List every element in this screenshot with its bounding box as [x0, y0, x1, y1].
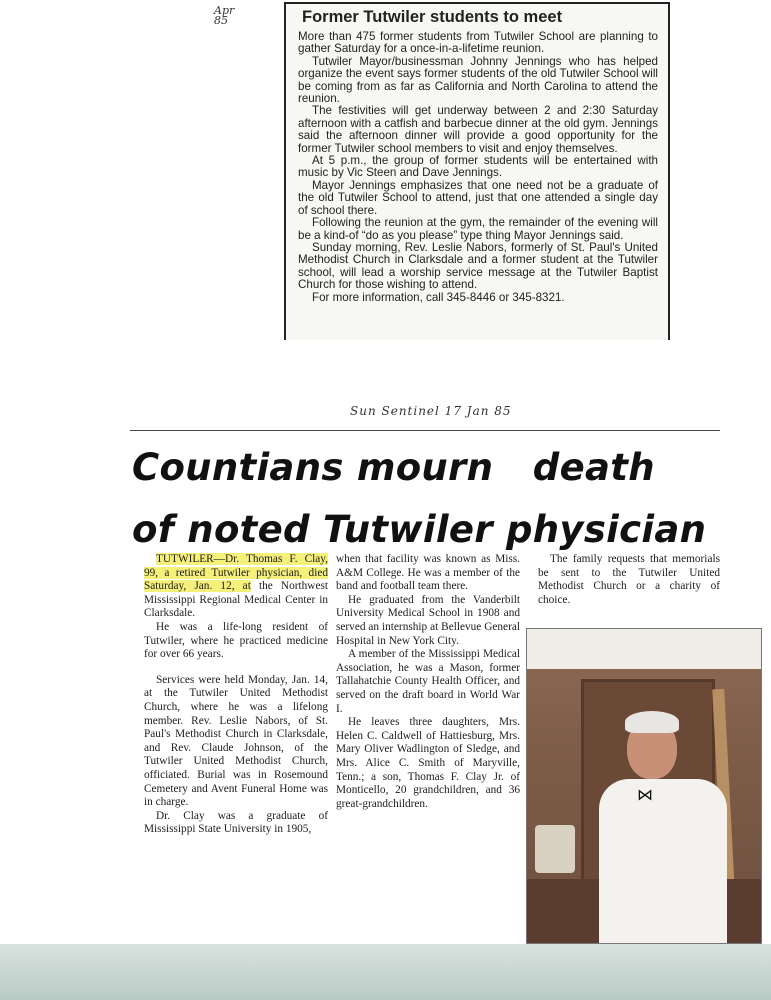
handwritten-date-note: Apr 85 [214, 4, 235, 27]
obituary-headline-line1: Countians mourn death [132, 446, 655, 489]
obituary-paragraph: A member of the Mississippi Medical Association, he was a Mason, former Tallahatchie County Health Officer, and served on the draft board in World War I. [336, 648, 520, 715]
reunion-headline: Former Tutwiler students to meet [302, 8, 563, 26]
reunion-paragraph: Mayor Jennings emphasizes that one need not be a graduate of the old Tutwiler School to attend, just that one attended a single day of school there. [298, 178, 658, 217]
obituary-column-1 [144, 553, 328, 837]
obituary-text: the Northwest Mississippi Regional Medical Center in Clarksdale. [144, 580, 328, 620]
bowtie-icon: ⋈ [637, 787, 653, 804]
obituary-paragraph: He was a life-long resident of Tutwiler, where he practiced medicine for over 66 years. [144, 620, 328, 661]
scan-footer-band [0, 944, 771, 1000]
obituary-paragraph: Dr. Clay was a graduate of Mississippi State University in 1905, [144, 809, 328, 836]
reunion-paragraph: For more information, call 345-8446 or 345-8321. [312, 290, 565, 304]
obituary-paragraph: The family requests that memorials be sent to the Tutwiler United Methodist Church or a charity of choice. [538, 553, 720, 606]
obituary-paragraph: Services were held Monday, Jan. 14, at the Tutwiler United Methodist Church, where he was a lifelong member. Rev. Leslie Nabors, of St. Paul's Methodist Church in Clarksdale, and Rev. Claude Johnson, of the Tutwiler United Methodist Church, officiated. Burial was in Rosemound Cemetery and Avent Funeral Home was in charge. [144, 673, 328, 809]
reunion-paragraph: More than 475 former students from Tutwiler School are planning to gather Saturday for a once-in-a-lifetime reunion. [298, 30, 658, 56]
obituary-paragraph [144, 553, 328, 621]
obituary-paragraph: He leaves three daughters, Mrs. Helen C. Caldwell of Hattiesburg, Mrs. Mary Oliver Wadlington of Sledge, and Mrs. Alice C. Smith of Maryville, Tenn.; a son, Thomas F. Clay Jr. of Monticello, 20 grandchildren, and 36 great-grandchildren. [336, 716, 520, 810]
reunion-paragraph: Sunday morning, Rev. Leslie Nabors, formerly of St. Paul's United Methodist Church in Clarksdale and a former student at the Tutwiler school, will lead a worship service message at the Tutwiler Baptist Church for those wishing to attend. [298, 240, 658, 292]
photo-man-hair [625, 711, 679, 733]
obituary-paragraph: He graduated from the Vanderbilt University Medical School in 1908 and served an internship at Bellevue General Hospital in New York City. [336, 593, 520, 647]
reunion-paragraph: Following the reunion at the gym, the remainder of the evening will be a kind-of “do as you please” type thing Mayor Jennings said. [298, 216, 658, 242]
obituary-paragraph: when that facility was known as Miss. A&M College. He was a member of the band and football team there. [336, 553, 520, 593]
reunion-paragraph: At 5 p.m., the group of former students will be entertained with music by Vic Steen and Dave Jennings. [298, 154, 658, 180]
photo-wall [527, 629, 761, 669]
portrait-photo [526, 628, 762, 944]
highlighted-text: TUTWILER—Dr. Thomas F. Clay, 99, a retired Tutwiler physician, died Saturday, Jan. 12, at [144, 553, 328, 593]
photo-bucket [535, 825, 575, 873]
reunion-paragraph: The festivities will get underway between 2 and 2:30 Saturday afternoon with a catfish and barbecue dinner at the old gym. Jennings said the afternoon dinner will provide a good opportunity for the former Tutwiler school members to visit and enjoy themselves. [298, 104, 658, 155]
obituary-column-3 [538, 553, 720, 607]
obituary-headline [132, 437, 722, 561]
obituary-column-2 [336, 553, 520, 811]
reunion-clipping [284, 2, 670, 340]
reunion-paragraph: Tutwiler Mayor/businessman Johnny Jennings who has helped organize the event says former students of the old Tutwiler School will be coming from as far as California and North Carolina to attend the reunion. [298, 54, 658, 106]
handwritten-source-note: Sun Sentinel 17 Jan 85 [350, 404, 512, 418]
photo-man-body [599, 779, 727, 944]
obituary-headline-line2: of noted Tutwiler physician [132, 508, 707, 551]
